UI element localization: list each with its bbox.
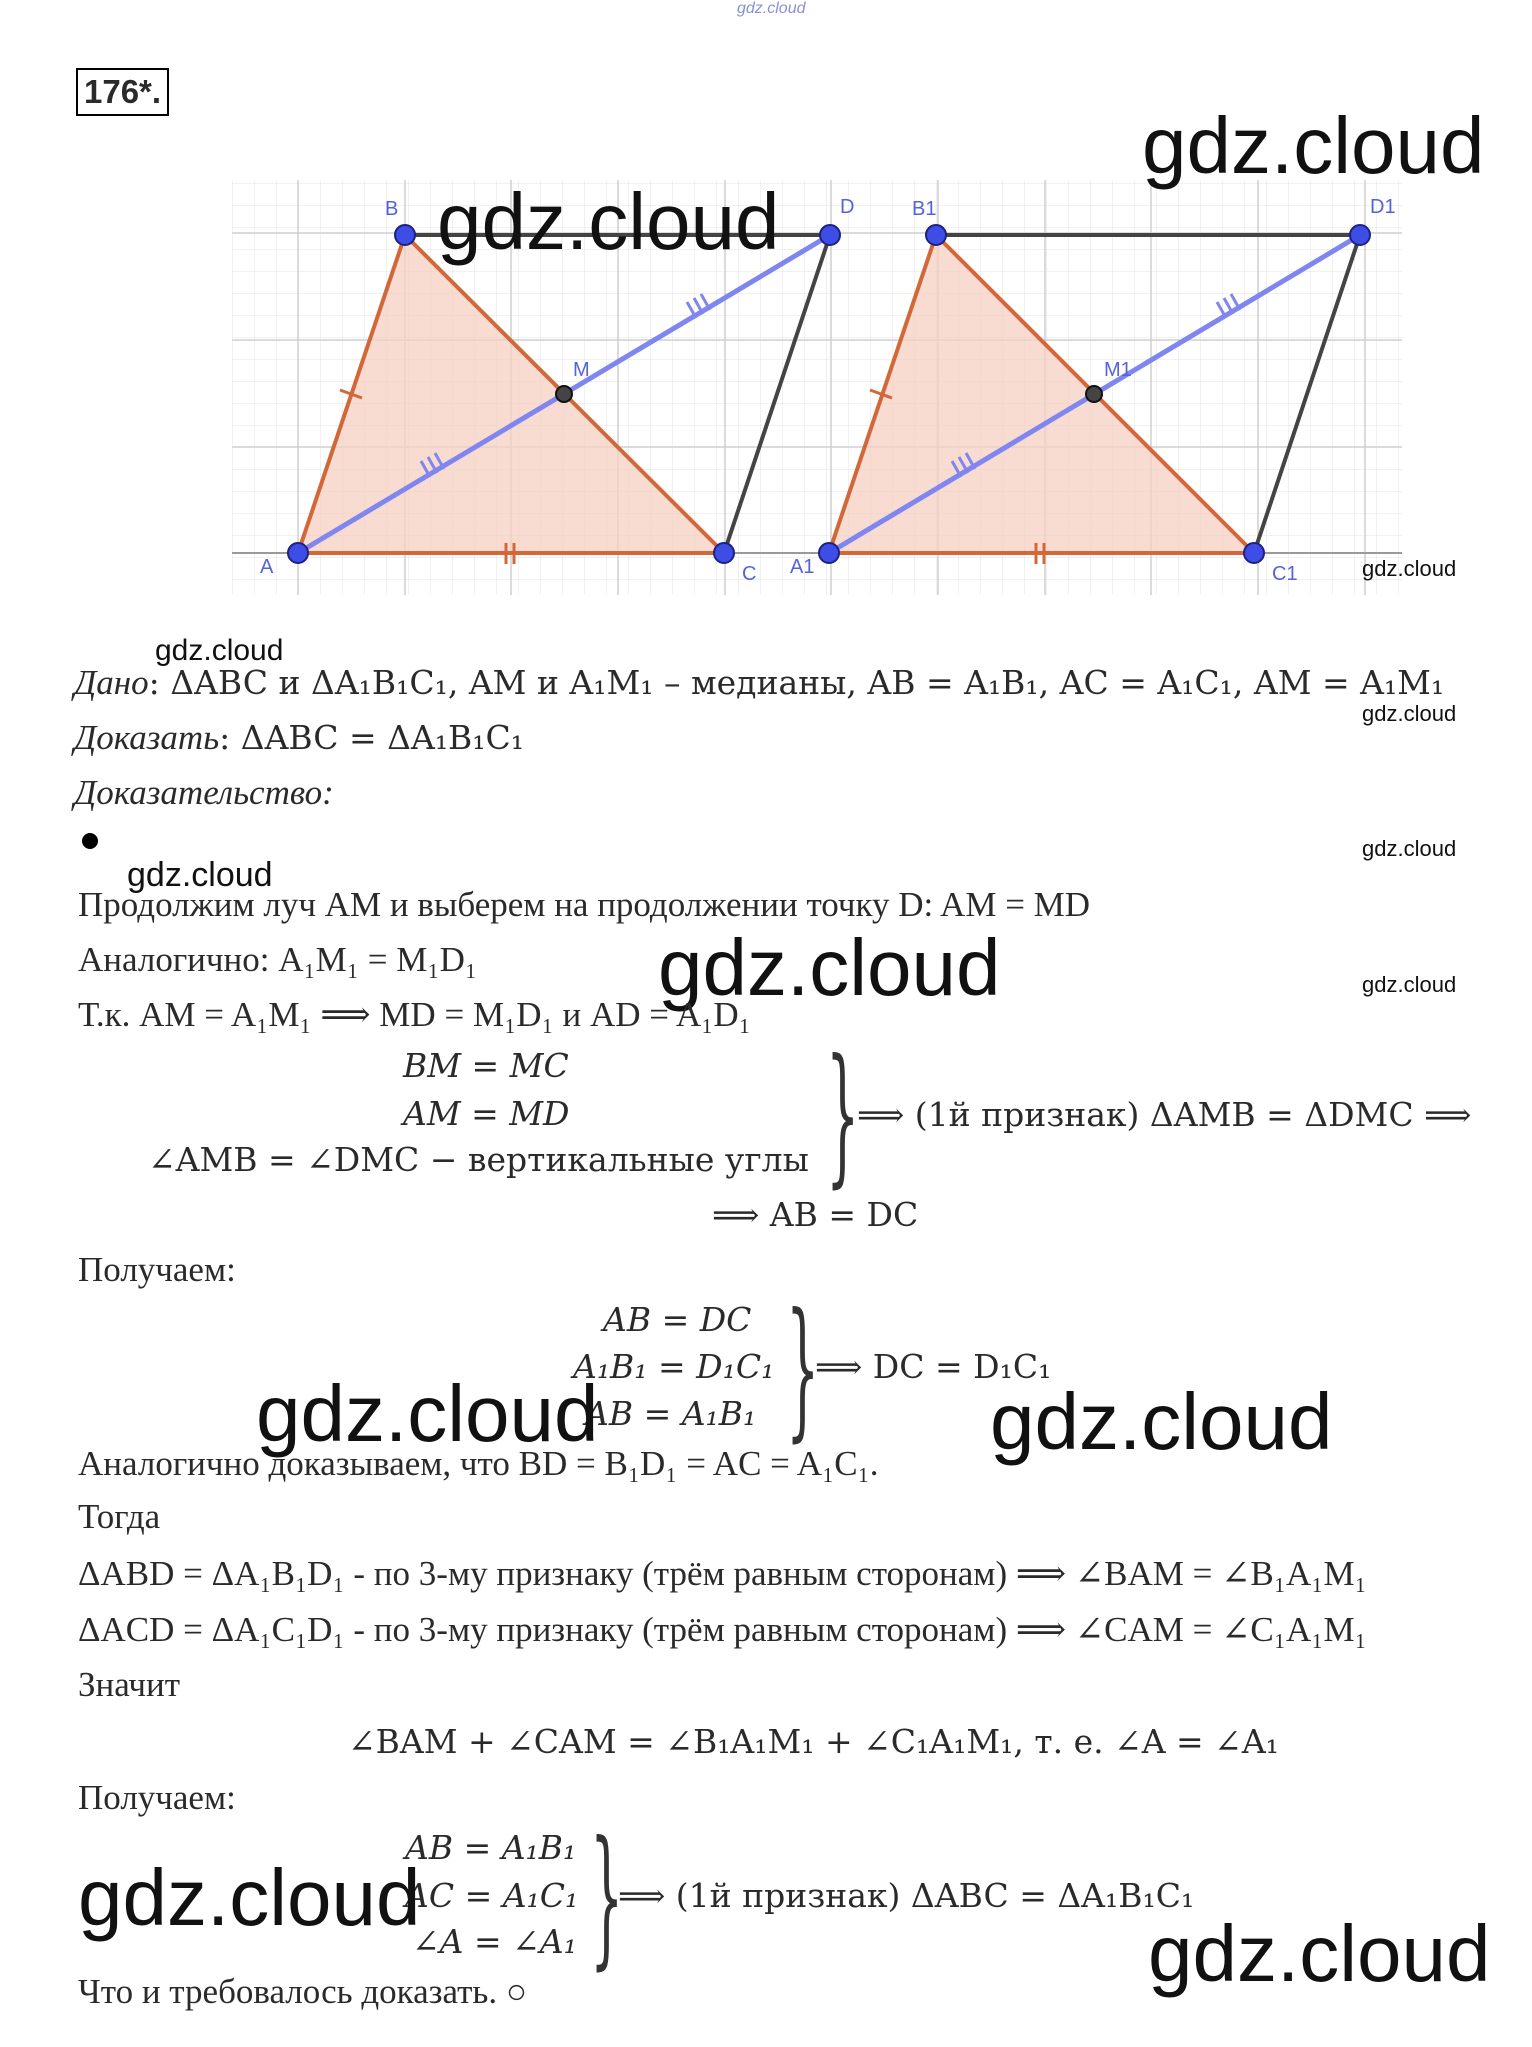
label-d1: D1: [1370, 196, 1396, 218]
given-label: Дано: [74, 663, 149, 702]
watermark: gdz.cloud: [1148, 1909, 1491, 1998]
point-b1: [926, 225, 946, 245]
sys1-line1: BM = MC: [403, 1046, 569, 1085]
top-watermark: gdz.cloud: [737, 0, 806, 17]
watermark: gdz.cloud: [127, 856, 273, 894]
problem-number: 176*.: [76, 68, 169, 116]
brace-right: }: [826, 1028, 860, 1202]
watermark: gdz.cloud: [1362, 972, 1457, 997]
watermark: gdz.cloud: [658, 923, 1001, 1012]
label-m: M: [573, 359, 590, 381]
watermark: gdz.cloud: [1362, 556, 1457, 581]
watermark: gdz.cloud: [1362, 836, 1457, 861]
prove-text: : ΔABC = ΔA₁B₁C₁: [219, 718, 525, 757]
brace-right: }: [786, 1282, 820, 1456]
watermark: gdz.cloud: [256, 1369, 599, 1458]
watermark: gdz.cloud: [1142, 101, 1485, 190]
sys2-line2: A₁B₁ = D₁C₁: [573, 1347, 775, 1386]
point-a: [288, 543, 308, 563]
prove-line: [74, 718, 524, 758]
geometry-figure: [0, 0, 1532, 620]
point-m1: [1086, 386, 1102, 402]
given-line: [74, 663, 1444, 703]
line-extend: Продолжим луч AM и выберем на продолжении точку D: AM = MD: [78, 885, 1091, 924]
point-d1: [1350, 225, 1370, 245]
brace-right: }: [590, 1810, 624, 1984]
line-analog: Аналогично доказываем, что BD = B₁D₁ = AC = A₁C₁.: [78, 1444, 879, 1483]
line-sum: ∠BAM + ∠CAM = ∠B₁A₁M₁ + ∠C₁A₁M₁, т. е. ∠A = ∠A₁: [348, 1722, 1279, 1761]
point-c: [714, 543, 734, 563]
then: Тогда: [78, 1497, 161, 1536]
sys3-result: ⟹ (1й признак) ΔABC = ΔA₁B₁C₁: [618, 1876, 1195, 1915]
label-a1: A1: [790, 556, 815, 578]
watermark: gdz.cloud: [990, 1377, 1333, 1466]
prove-label: Доказать: [74, 718, 220, 757]
line-abd: ΔABD = ΔA₁B₁D₁ - по 3-му признаку (трём равным сторонам) ⟹ ∠BAM = ∠B₁A₁M₁: [78, 1554, 1367, 1593]
label-d: D: [840, 196, 855, 218]
point-a1: [819, 543, 839, 563]
sys2-line3: AB = A₁B₁: [585, 1394, 757, 1433]
means: Значит: [78, 1665, 181, 1704]
we-get-1: Получаем:: [78, 1250, 236, 1289]
watermark: gdz.cloud: [78, 1853, 421, 1942]
sys3-line1: AB = A₁B₁: [405, 1828, 577, 1867]
label-c: C: [742, 563, 757, 585]
sys2-result: ⟹ DC = D₁C₁: [815, 1347, 1052, 1386]
given-text: : ΔABC и ΔA₁B₁C₁, AM и A₁M₁ – медианы, AB = A₁B₁, AC = A₁C₁, AM = A₁M₁: [148, 663, 1445, 702]
label-a: A: [260, 556, 274, 578]
sys1-result2: ⟹ AB = DC: [712, 1195, 919, 1234]
proof-label: Доказательство:: [74, 773, 334, 812]
watermark: gdz.cloud: [1362, 701, 1457, 726]
watermark: gdz.cloud: [437, 177, 780, 266]
sys3-line2: AC = A₁C₁: [405, 1876, 579, 1915]
sys1-line2: AM = MD: [403, 1094, 570, 1133]
watermark: gdz.cloud: [155, 634, 284, 667]
line-since: Т.к. AM = A₁M₁ ⟹ MD = M₁D₁ и AD = A₁D₁: [78, 995, 751, 1034]
we-get-2: Получаем:: [78, 1778, 236, 1817]
sys3-line3: ∠A = ∠A₁: [412, 1922, 577, 1961]
point-b: [395, 225, 415, 245]
sys2-line1: AB = DC: [603, 1300, 752, 1339]
point-m: [556, 386, 572, 402]
sys1-line3: ∠AMB = ∠DMC − вертикальные углы: [148, 1140, 809, 1179]
sys1-result: ⟹ (1й признак) ΔAMB = ΔDMC ⟹: [857, 1095, 1472, 1134]
point-c1: [1244, 543, 1264, 563]
line-similar: Аналогично: A₁M₁ = M₁D₁: [78, 940, 478, 979]
qed: Что и требовалось доказать. ○: [78, 1972, 528, 2011]
point-d: [820, 225, 840, 245]
label-b: B: [385, 198, 399, 220]
line-acd: ΔACD = ΔA₁C₁D₁ - по 3-му признаку (трём равным сторонам) ⟹ ∠CAM = ∠C₁A₁M₁: [78, 1610, 1367, 1649]
label-m1: M1: [1104, 359, 1132, 381]
label-c1: C1: [1272, 563, 1298, 585]
label-b1: B1: [912, 198, 937, 220]
bullet: [82, 833, 98, 849]
